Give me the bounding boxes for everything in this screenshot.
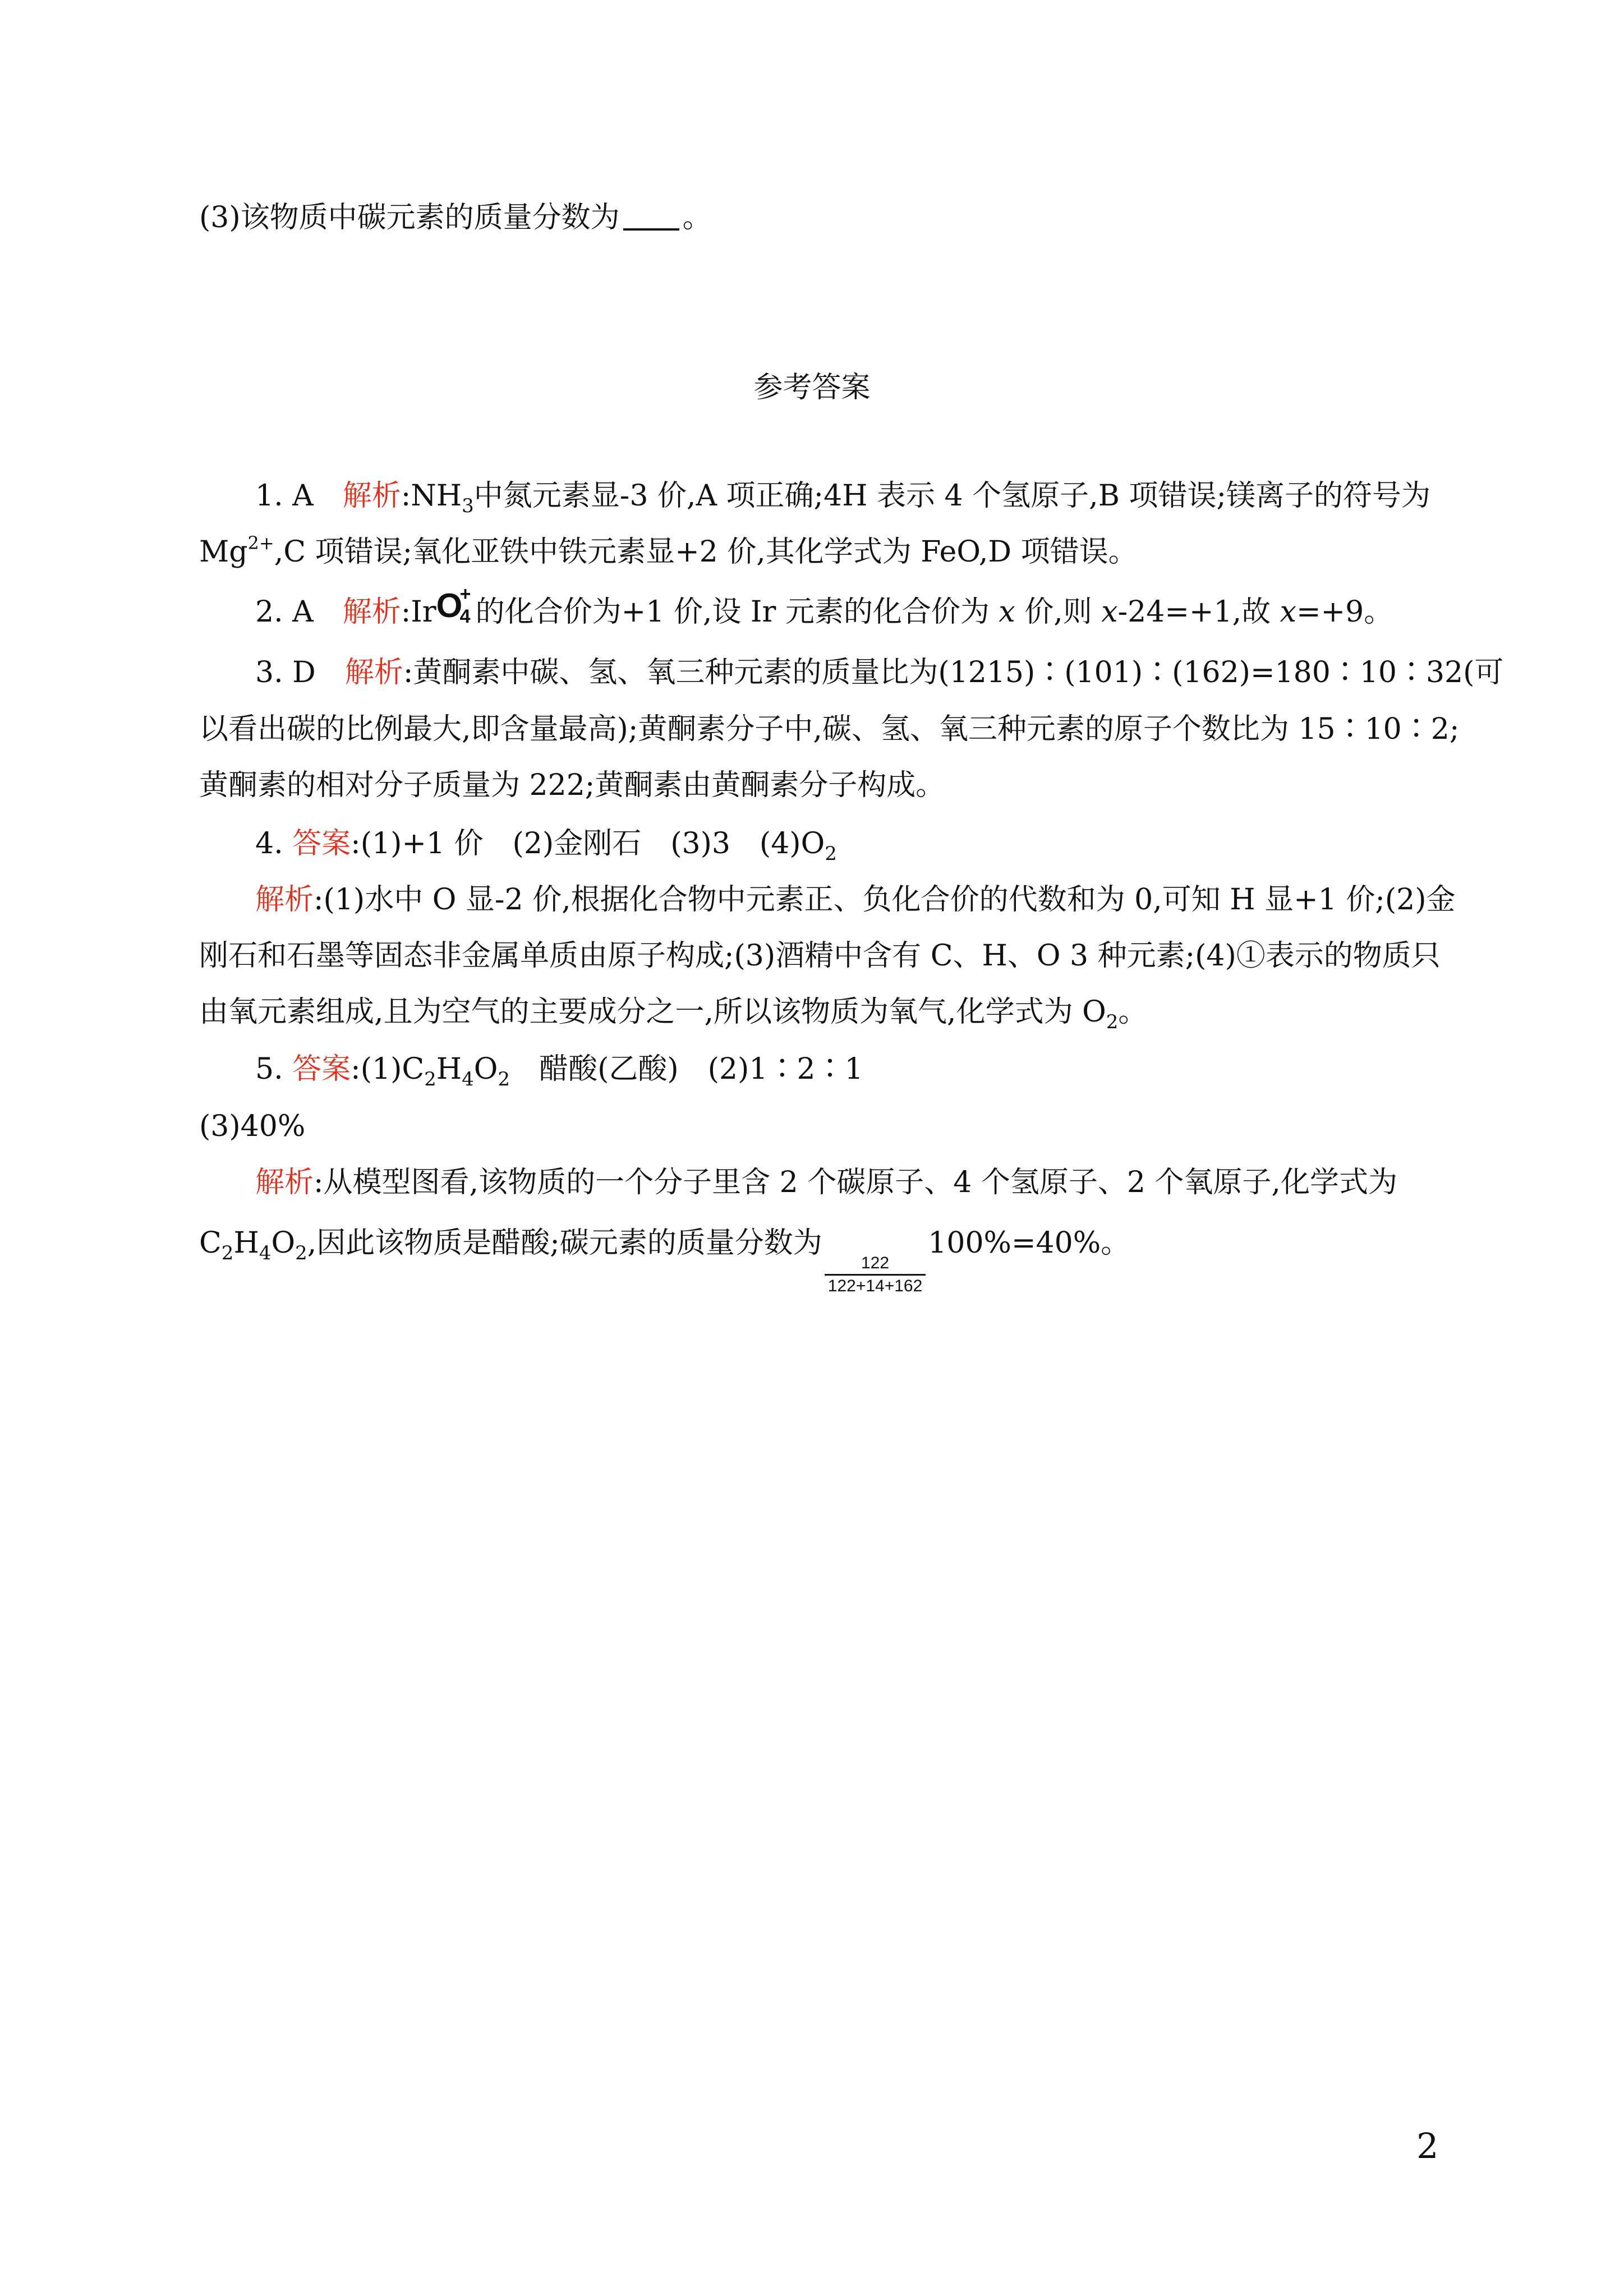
answer-4-text: :(1)+1 价 (2)金刚石 (3)3 (4)O [351,827,825,861]
question-3-text: (3)该物质中碳元素的质量分数为 [199,201,620,234]
answer-3-number: 3. D [255,656,316,689]
answer-5-explanation: :从模型图看,该物质的一个分子里含 2 个碳原子、4 个氢原子、2 个氧原子,化学式为 [314,1166,1397,1199]
answer-5-line-1: 5. 答案$:(1)C_2H_4O_2$ 醋酸(乙酸) (2)1∶2∶1 [255,1052,863,1091]
page-number: 2 [1416,2125,1439,2166]
answer-3-line-2: 以看出碳的比例最大,即含量最高);黄酮素分子中,碳、氢、氧三种元素的原子个数比为 15∶10∶2; [199,712,1460,746]
answer-4-exp-line-3: 由氧元素组成,且为空气的主要成分之一,所以该物质为氧气,化学式为 $O_2$。 [199,995,1148,1033]
answer-5-number: 5. [255,1052,283,1086]
answer-blank [623,228,679,231]
answer-3-jiexi-label: 解析 [344,656,403,689]
question-3 [199,197,712,238]
answer-2-text-2: 的化合价为+1 价,设 Ir 元素的化合价为 [475,595,999,629]
mass-fraction: $\frac{122}{122+14+162}$ [825,1254,926,1296]
answer-1-number: 1. A [255,479,314,513]
answer-5-exp-line-2: $C_2H_4O_2$,因此该物质是醋酸;碳元素的质量分数为 $\frac{122}{122+14+162}$ 100%=40%。 [199,1226,1130,1295]
answer-2-number: 2. A [255,595,314,629]
answer-5-exp-line-1 [255,1162,1397,1203]
answer-4-jiexi-label: 解析 [255,883,314,917]
answer-2-line: 2. A 解析:Ir O + 4 的化合价为+1 价,设 Ir 元素的化合价为 x 价,则 x-24=+1,故 x=+9。 [255,583,1393,629]
answer-1-line-1 [255,476,1430,516]
answer-4-daan-label: 答案 [292,827,351,861]
answer-3-text: :黄酮素中碳、氢、氧三种元素的质量比为(1215)∶(101)∶(162)=180∶10∶32(可 [403,656,1504,689]
answer-4-exp-line-2: 刚石和石墨等固态非金属单质由原子构成;(3)酒精中含有 C、H、O 3 种元素;(4)①表示的物质只 [199,939,1441,973]
answers-heading: 参考答案 [753,371,871,404]
answer-3-line-3: 黄酮素的相对分子质量为 222;黄酮素由黄酮素分子构成。 [199,769,945,802]
answer-1-jiexi-label: 解析 [342,479,401,513]
answer-1-superscript: 2+ [247,532,274,554]
answer-3-line-1 [255,652,1503,693]
answer-5-daan-label: 答案 [292,1052,351,1086]
answer-4-line: 4. 答案:(1)+1 价 (2)金刚石 (3)3 $(4)O_2$ [255,827,837,865]
answer-1-line-2 [199,532,1138,572]
answer-1-text-3: ,C 项错误;氧化亚铁中铁元素显+2 价,其化学式为 FeO,D 项错误。 [274,535,1138,569]
answer-1-text: :NH [401,479,462,513]
answer-5-jiexi-label: 解析 [255,1166,314,1199]
answer-1-mg: Mg [199,535,248,569]
answer-4-exp-line-1 [255,880,1456,920]
answer-1-subscript: 3 [462,495,474,517]
question-3-end: 。 [682,201,712,234]
answer-2-jiexi-label: 解析 [342,595,401,629]
answer-1-text-2: 中氮元素显-3 价,A 项正确;4H 表示 4 个氢原子,B 项错误;镁离子的符号为 [473,479,1430,513]
answer-2-text: :Ir [401,595,436,629]
answer-4-explanation: :(1)水中 O 显-2 价,根据化合物中元素正、负化合价的代数和为 0,可知 H 显+1 价;(2)金 [314,883,1456,917]
answer-5-line-2: (3)40% [199,1110,306,1143]
oxide-ion-formula: O + 4 [436,583,471,627]
answer-4-number: 4. [255,827,283,861]
